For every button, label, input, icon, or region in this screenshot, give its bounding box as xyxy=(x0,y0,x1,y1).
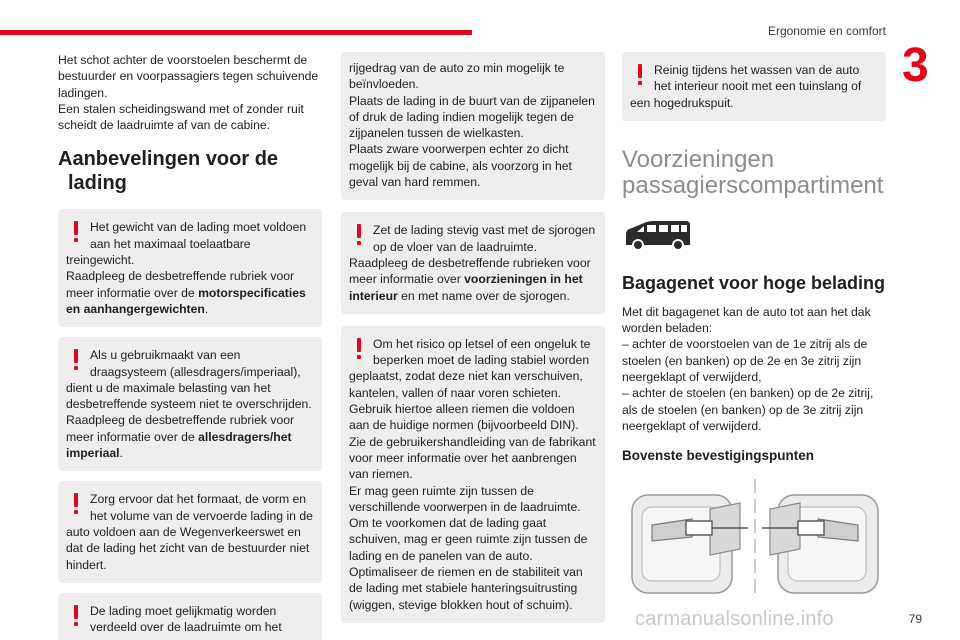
warning-text-first: Zorg ervoor dat het formaat, de vorm en het volume van de vervoerde lading in de xyxy=(90,492,313,523)
subsection-heading-net: Bagagenet voor hoge belading xyxy=(622,272,886,293)
warning-exclamation-icon xyxy=(72,605,80,627)
warning-box-cleaning xyxy=(622,52,886,121)
warning-text-rest: treingewicht. Raadpleeg de desbetreffende rubriek voor meer informatie over de motorspecificaties en aanhangergewichten. xyxy=(66,253,306,316)
chapter-section-title-line1: Voorzieningen xyxy=(622,145,775,173)
intro-paragraph: Het schot achter de voorstoelen beschermt de bestuurder en voorpassagiers tegen schuivende ladingen. Een stalen scheidingswand met of zonder ruit scheidt de laadruimte af van de cabine. xyxy=(58,53,319,133)
column-3 xyxy=(622,52,886,602)
warning-text-first: Zet de lading stevig vast met de sjorogen op de vloer van de laadruimte. xyxy=(373,223,596,254)
warning-box-lashing xyxy=(341,212,605,313)
chapter-number: 3 xyxy=(902,39,929,92)
chapter-section-title xyxy=(622,147,886,199)
warning-text-rest: Raadpleeg de desbetreffende rubrieken voor meer informatie over voorzieningen in het interieur en met name over de sjorogen. xyxy=(349,255,591,303)
upper-anchor-points-diagram xyxy=(622,479,882,597)
warning-box-weight xyxy=(58,209,322,327)
column-1 xyxy=(58,52,322,640)
warning-text-rest: een hogedrukspuit. xyxy=(630,95,734,110)
warning-text-rest: dient u de maximale belasting van het desbetreffende systeem niet te overschrijden. Raadpleeg de desbetreffende rubriek voor meer informatie over de allesdragers/het imperiaal. xyxy=(66,380,312,461)
chapter-section-title-line2: passagierscompartiment xyxy=(622,171,884,199)
warning-exclamation-icon xyxy=(72,349,80,371)
watermark: carmanualsonline.info xyxy=(635,608,834,630)
warning-box-distribution-continued xyxy=(341,52,605,200)
warning-exclamation-icon xyxy=(72,493,80,515)
warning-box-distribution xyxy=(58,593,322,640)
net-description: Met dit bagagenet kan de auto tot aan het dak worden beladen: – achter de voorstoelen van de 1e zitrij als de stoelen (en banken) op de 2e en 3e zitrij zijn neergeklapt of verwijderd, – achter de stoelen (en banken) op de 2e zitrij, als de stoelen (en banken) op de 3e zitrij zijn neergeklapt of verwijderd. xyxy=(622,304,874,433)
bold-reference: allesdragers/het imperiaal xyxy=(66,429,292,461)
warning-exclamation-icon xyxy=(355,338,363,360)
warning-box-roof-rack xyxy=(58,337,322,471)
warning-text-first: Als u gebruikmaakt van een draagsysteem (allesdragers/imperiaal), xyxy=(90,348,301,379)
column-2 xyxy=(341,52,605,633)
warning-exclamation-icon xyxy=(355,224,363,246)
warning-exclamation-icon xyxy=(636,64,644,86)
warning-text-first: Om het risico op letsel of een ongeluk te beperken moet de lading stabiel worden xyxy=(373,336,591,368)
passenger-van-icon xyxy=(622,215,694,255)
warning-text-rest: auto voldoen aan de Wegenverkeerswet en dat de lading het zicht van de bestuurder niet hindert. xyxy=(66,524,310,572)
bold-reference: motorspecificaties en aanhangergewichten xyxy=(66,285,306,316)
page-number: 79 xyxy=(908,612,922,626)
section-heading-line2: lading xyxy=(68,172,127,195)
section-heading-cargo xyxy=(58,147,322,195)
warning-text-rest: geplaatst, zodat deze niet kan verschuiven, kantelen, vallen of naar voren schieten. Gebruik hiertoe alleen riemen die voldoen aan de huidige normen (bijvoorbeeld DIN). Zie de gebruikershandleiding van de fabrikant voor meer informatie over het aanbrengen van riemen. Er mag geen ruimte zijn tussen de verschillende voorwerpen in de laadruimte. Om te voorkomen dat de lading gaat schuiven, mag er geen ruimte zijn tussen de lading en de panelen van de auto. Optimaliseer de riemen en de stabiliteit van de lading met stabiele hanteringsuitrusting (wiggen, stevige blokken hout of schuim). xyxy=(349,369,596,612)
warning-text-first: Het gewicht van de lading moet voldoen aan het maximaal toelaatbare xyxy=(90,220,307,251)
subsection-heading-anchors: Bovenste bevestigingspunten xyxy=(622,448,815,464)
warning-text-first: De lading moet gelijkmatig worden verdeeld over de laadruimte om het xyxy=(90,603,282,635)
chapter-title: Ergonomie en comfort xyxy=(767,24,886,38)
warning-box-load-size xyxy=(58,481,322,582)
warning-box-stability xyxy=(341,326,605,623)
warning-text-first: Reinig tijdens het wassen van de auto het interieur nooit met een tuinslang of xyxy=(654,63,862,94)
warning-text-continued: rijgedrag van de auto zo min mogelijk te beïnvloeden. Plaats de lading in de buurt van de zijpanelen of druk de lading indien mogelijk tegen de zijpanelen tussen de wielkasten. Plaats zware voorwerpen echter zo dicht mogelijk bij de cabine, als voorzorg in het geval van hard remmen. xyxy=(349,61,595,190)
bold-reference: voorzieningen in het interieur xyxy=(349,272,583,303)
warning-exclamation-icon xyxy=(72,221,80,243)
header-accent-bar xyxy=(0,30,472,35)
section-heading-line1: Aanbevelingen voor de xyxy=(58,148,279,171)
